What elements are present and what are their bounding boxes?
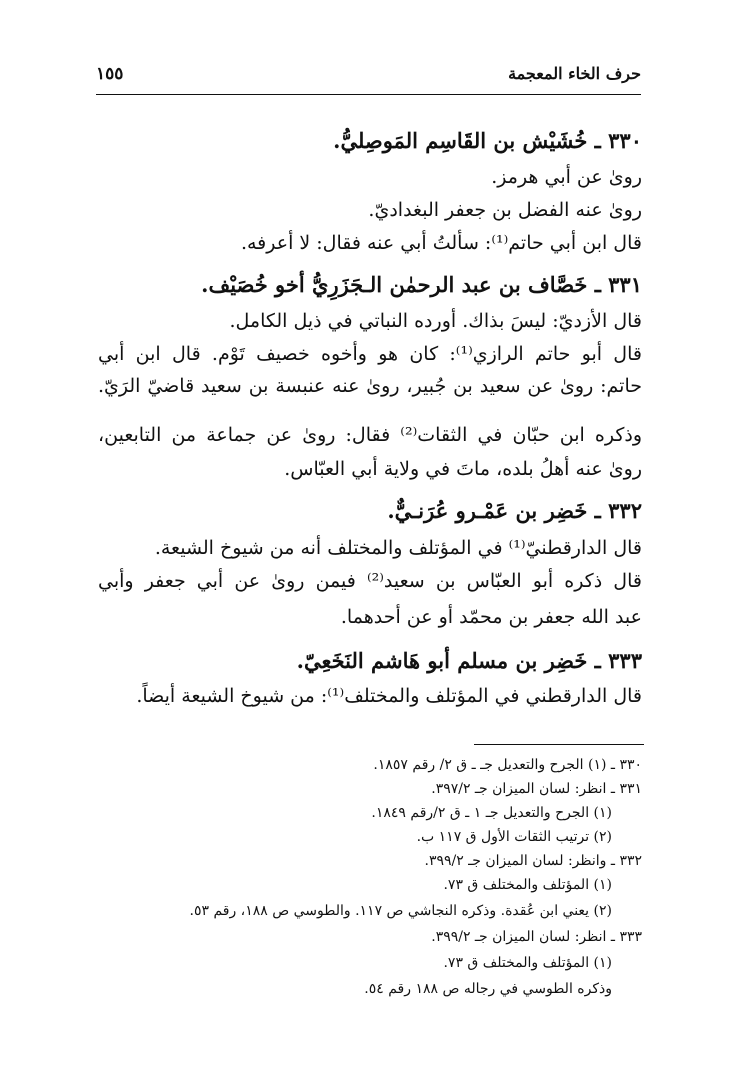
running-title: حرف الخاء المعجمة: [508, 64, 641, 83]
text-line: روىٰ عن أبي هرمز.: [491, 166, 642, 188]
entry-heading-330: ٣٣٠ ـ خُشَيْش بن القَاسِم المَوصِليُّ.: [333, 128, 642, 153]
footnote: ٣٣٣ ـ انظر: لسان الميزان جـ ٣٩٩/٢.: [431, 929, 642, 945]
footnote: (١) المؤتلف والمختلف ق ٧٣.: [443, 877, 612, 893]
page-header: [96, 58, 641, 95]
text-line: قال الدارقطنيّ⁽¹⁾ في المؤتلف والمختلف أنه من شيوخ الشيعة.: [154, 537, 642, 559]
text-line: قال الدارقطني في المؤتلف والمختلف⁽¹⁾: من شيوخ الشيعة أيضاً.: [136, 685, 642, 707]
footnote: ٣٣٠ ـ (١) الجرح والتعديل جـ ـ ق ٢/ رقم ١٨٥٧.: [373, 757, 642, 773]
text-line: عبد الله جعفر بن محمّد أو عن أحدهما.: [340, 606, 642, 628]
footnote: (١) المؤتلف والمختلف ق ٧٣.: [443, 955, 612, 971]
footnote: وذكره الطوسي في رجاله ص ١٨٨ رقم ٥٤.: [364, 981, 612, 997]
text-line: روىٰ عنه أهلُ بلده، ماتَ في ولاية أبي العبّاس.: [284, 458, 642, 480]
text-line: روىٰ عنه الفضل بن جعفر البغداديّ.: [368, 199, 642, 221]
page-number: ١٥٥: [96, 64, 124, 84]
entry-heading-332: ٣٣٢ ـ خَضِر بن عَمْـرو عُرَنـيٌّ.: [387, 498, 642, 523]
entry-heading-333: ٣٣٣ ـ خَضِر بن مسلم أبو هَاشم النَخَعِيّ.: [296, 648, 642, 673]
text-line: وذكره ابن حبّان في الثقات⁽²⁾ فقال: روىٰ عن جماعة من التابعين،: [98, 424, 643, 446]
text-line: قال ابن أبي حاتم⁽¹⁾: سألتُ أبي عنه فقال: لا أعرفه.: [240, 232, 642, 254]
footnote: ٣٣٢ ـ وانظر: لسان الميزان جـ ٣٩٩/٢.: [424, 853, 642, 869]
footnote: ٣٣١ ـ انظر: لسان الميزان جـ ٣٩٧/٢.: [431, 781, 642, 797]
text-line: قال ذكره أبو العبّاس بن سعيد⁽²⁾ فيمن روىٰ عن أبي جعفر وأبي: [98, 570, 642, 592]
entry-heading-331: ٣٣١ ـ خَصَّاف بن عبد الرحمٰن الـجَزَرِيُّ أخو خُصَيْف.: [201, 272, 642, 297]
footnote: (٢) ترتيب الثقات الأول ق ١١٧ ب.: [416, 829, 612, 845]
text-line: قال الأزديّ: ليسَ بذاك. أورده النباتي في ذيل الكامل.: [229, 310, 642, 332]
text-line: قال أبو حاتم الرازي⁽¹⁾: كان هو وأخوه خصيف تَوْم. قال ابن أبي: [98, 343, 642, 365]
footnote: (٢) يعني ابن عُقدة. وذكره النجاشي ص ١١٧. والطوسي ص ١٨٨، رقم ٥٣.: [189, 903, 612, 919]
footnote: (١) الجرح والتعديل جـ ١ ـ ق ٢/رقم ١٨٤٩.: [371, 805, 612, 821]
text-line: حاتم: روىٰ عن سعيد بن جُبير، روىٰ عنه عنبسة بن سعيد قاضيّ الرَيّ.: [98, 375, 642, 397]
footnote-divider: [474, 744, 644, 745]
